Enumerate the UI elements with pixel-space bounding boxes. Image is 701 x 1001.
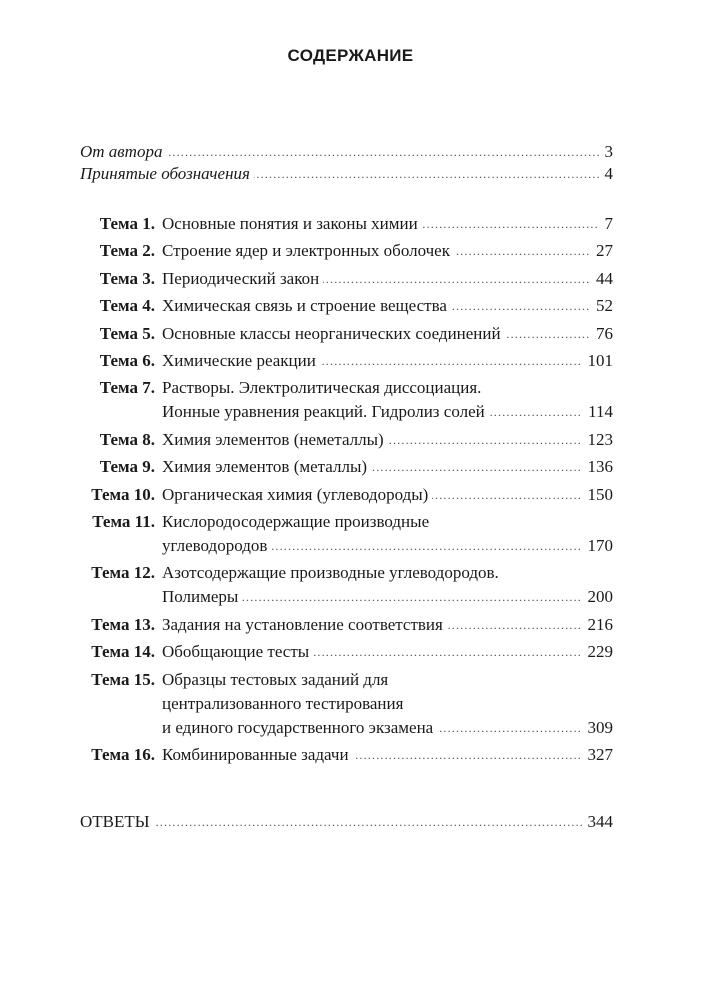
topic-number: Тема 12.: [91, 563, 155, 583]
toc-entry-label: От автора: [80, 139, 166, 165]
topic-title: Ионные уравнения реакций. Гидролиз солей: [162, 399, 489, 425]
toc-entry-topic[interactable]: [162, 742, 613, 768]
toc-entry-page: 150: [582, 482, 614, 508]
toc-entry-topic[interactable]: [162, 584, 613, 610]
topic-number: Тема 1.: [99, 214, 155, 233]
toc-entry-label: Принятые обозначения: [80, 161, 254, 187]
topic-title-line: Кислородосодержащие производные: [162, 512, 430, 531]
toc-entry-notation[interactable]: [80, 161, 613, 187]
topic-title: Химия элементов (неметаллы): [162, 427, 388, 453]
topic-title: и единого государственного экзамена: [162, 715, 437, 741]
topic-title: Полимеры: [162, 584, 242, 610]
topic-title: Периодический закон: [162, 266, 323, 292]
toc-entry-page: 136: [582, 454, 614, 480]
topic-number: Тема 16.: [91, 745, 155, 764]
topic-number: Тема 13.: [91, 614, 155, 634]
toc-entry-page: 44: [590, 266, 613, 292]
topic-title: Основные классы неорганических соединений: [162, 321, 505, 347]
toc-entry-page: 101: [582, 348, 614, 374]
toc-entry-topic[interactable]: [162, 482, 613, 508]
toc-entry-page: 309: [582, 715, 614, 741]
topic-number: Тема 5.: [99, 323, 155, 343]
toc-entry-answers[interactable]: [80, 809, 613, 835]
toc-entry-page: 229: [582, 639, 614, 665]
toc-entry-topic[interactable]: [162, 612, 613, 638]
topic-title: Обобщающие тесты: [162, 639, 313, 665]
toc-entry-page: 114: [582, 399, 613, 425]
toc-entry-topic[interactable]: [162, 321, 613, 347]
topic-number: Тема 7.: [99, 378, 155, 398]
topic-title-line: Образцы тестовых заданий для: [162, 669, 389, 689]
toc-entry-topic[interactable]: [162, 454, 613, 480]
toc-entry-topic[interactable]: [162, 266, 613, 292]
toc-entry-page: 76: [590, 321, 613, 347]
topic-number: Тема 14.: [91, 642, 155, 662]
topic-number: Тема 6.: [99, 351, 155, 370]
topic-title: углеводородов: [162, 533, 271, 559]
toc-entry-topic[interactable]: [162, 238, 613, 264]
toc-entry-topic[interactable]: [162, 715, 613, 741]
topic-number: Тема 11.: [92, 512, 155, 531]
toc-entry-page: 4: [599, 161, 614, 187]
topic-title: Строение ядер и электронных оболочек: [162, 238, 454, 264]
topic-number: Тема 9.: [99, 457, 155, 477]
toc-entry-topic[interactable]: [162, 639, 613, 665]
topic-title-line: централизованного тестирования: [162, 693, 404, 713]
toc-entry-topic[interactable]: [162, 211, 613, 237]
toc-entry-topic[interactable]: [162, 399, 613, 425]
topic-number: Тема 2.: [99, 241, 155, 261]
topic-title: Комбинированные задачи: [162, 742, 353, 768]
toc-entry-topic[interactable]: [162, 427, 613, 453]
toc-entry-page: 200: [582, 584, 614, 610]
toc-entry-page: 170: [582, 533, 614, 559]
topic-title: Основные понятия и законы химии: [162, 211, 422, 237]
toc-entry-page: 123: [582, 427, 614, 453]
toc-entry-page: 27: [590, 238, 613, 264]
topic-title: Органическая химия (углеводороды): [162, 482, 432, 508]
topic-number: Тема 15.: [91, 669, 155, 689]
toc-entry-page: 344: [582, 809, 614, 835]
toc-entry-page: 327: [582, 742, 614, 768]
toc-entry-page: 216: [582, 612, 614, 638]
topic-title: Химическая связь и строение вещества: [162, 293, 451, 319]
topic-number: Тема 8.: [99, 429, 155, 449]
dot-leader: [80, 809, 613, 835]
toc-entry-topic[interactable]: [162, 293, 613, 319]
page-title: СОДЕРЖАНИЕ: [287, 46, 414, 65]
toc-entry-page: 3: [599, 139, 614, 165]
toc-entry-label: ОТВЕТЫ: [80, 809, 154, 835]
toc-entry-page: 52: [590, 293, 613, 319]
topic-title: Химические реакции: [162, 348, 320, 374]
topic-number: Тема 4.: [99, 296, 155, 316]
topic-title-line: Растворы. Электролитическая диссоциация.: [162, 378, 482, 398]
topic-number: Тема 3.: [99, 268, 155, 288]
topic-number: Тема 10.: [91, 484, 155, 504]
toc-entry-topic[interactable]: [162, 348, 613, 374]
topic-title: Химия элементов (металлы): [162, 454, 371, 480]
toc-entry-page: 7: [599, 211, 614, 237]
topic-title-line: Азотсодержащие производные углеводородов.: [162, 563, 499, 583]
toc-entry-topic[interactable]: [162, 533, 613, 559]
topic-title: Задания на установление соответствия: [162, 612, 447, 638]
